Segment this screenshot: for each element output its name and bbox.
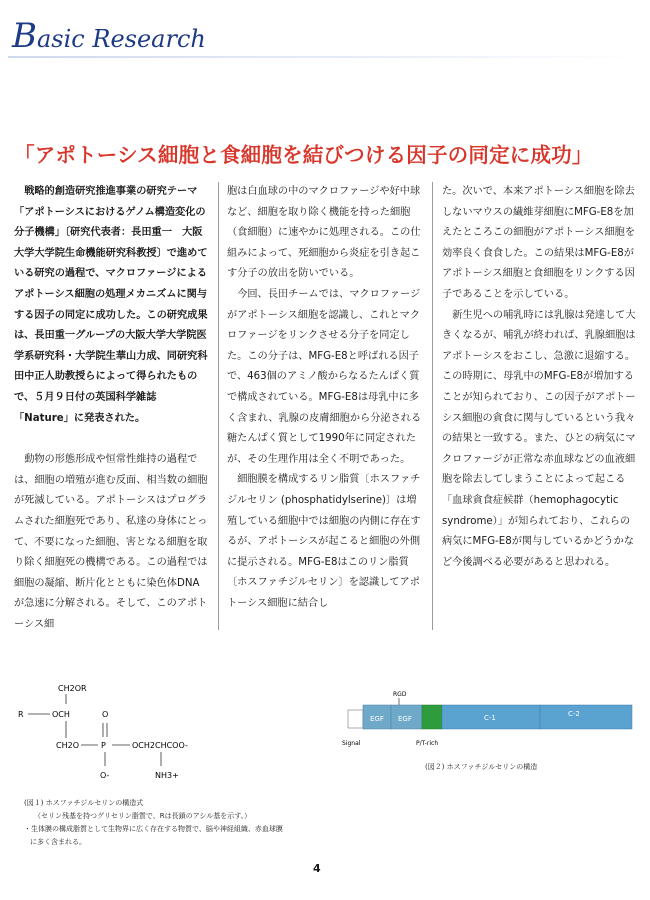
figure-1-structure [16,680,231,800]
o-minus-label: O- [100,771,110,780]
body-paragraph: 胞は白血球の中のマクロファージや好中球など、細胞を取り除く機能を持った細胞（食細胞）に速やかに処理される。この仕組みによって、死細胞から炎症を引き起こす分子の放出を防いでいる。 [227,186,421,280]
body-paragraph: 今回、長田チームでは、マクロファージがアポトーシス細胞を認識し、これとマクロファージをリンクさせる分子を同定した。この分子は、MFG-E8と呼ばれる因子で、463個のアミノ酸からなるたんぱく質で構成されている。MFG-E8は母乳中に多く含まれ、乳腺の皮膚細胞から分泌される糖たんぱく質として1990年に同定されたが、その生理作用は全く不明であった。 [227,288,422,465]
note-line: ・生体膜の構成脂質として生物界に広く存在する物質で、脳や神経組織、赤血球膜 [24,825,283,833]
body-paragraph: た。次いで、本来アポトーシス細胞を除去しないマウスの繊維芽細胞にMFG-E8を加えたところこの細胞がアポトーシス細胞を効率良く食食した。この結果はMFG-E8がアポトーシス細胞と食細胞をリンクする因子であることを示している。 [442,186,636,300]
page-header [0,0,650,80]
body-paragraph: 動物の形態形成や恒常性維持の過程では、細胞の増殖が進む反面、相当数の細胞が死滅している。アポトーシスはプログラムされた細胞死であり、私達の身体にとって、不要になった細胞、害となる細胞を取り除く細胞死の機構である。この過程では細胞の凝縮、断片化とともに染色体DNAが急速に分解される。そして、このアポトーシス細 [14,454,208,630]
column-2 [227,182,422,614]
article-title: 「アポトーシス細胞と食細胞を結びつける因子の同定に成功」 [14,143,593,167]
column-3 [442,182,638,573]
figure-1-notes [24,797,324,849]
figure-2-domain-diagram [340,688,640,748]
p-label: P [101,741,106,750]
column-divider [432,182,433,630]
nh3-label: NH3+ [155,771,179,780]
carbon-label: OCH [52,710,70,719]
top-group-label: CH2OR [58,684,87,693]
c2-label: C-2 [568,710,580,718]
body-paragraph: 新生児への哺乳時には乳腺は発達して大きくなるが、哺乳が終われば、乳腺細胞はアポトーシスをおこし、急激に退縮する。この時期に、母乳中のMFG-E8が増加することが知られており、この因子がアポトーシス細胞の貪食に関与しているという我々の結果と一致する。また、ひとの病気にマクロファージが正常な赤血球などの血液細胞を除去してしまうことによって起こる「血球貪食症候群（hemophagocytic syndrome）」が知られており、これらの病気にMFG-E8が関与しているかどうかなど今後調べる必要があると思われる。 [442,309,636,568]
rgd-label: RGD [393,691,407,698]
section-brand [12,16,206,56]
signal-domain [348,710,363,728]
c2-domain [540,705,632,729]
signal-label: Signal [342,740,361,747]
figure-1-caption: (図１) ホスファチジルセリンの構造式 [24,799,144,807]
brand-rest: asic Research [37,25,206,53]
column-divider [218,182,219,630]
column-1 [14,182,208,635]
header-rule [8,56,642,58]
r-label: R [18,710,24,719]
pt-rich-domain [422,705,442,729]
page-number: 4 [313,862,321,875]
egf-label-2: EGF [398,715,412,723]
c1-label: C-1 [484,714,496,722]
body-paragraph: 細胞膜を構成するリン脂質〔ホスファチジルセリン (phosphatidylserine)〕は増殖している細胞中では細胞の内側に存在するが、アポトーシスが起こると細胞の外側に提示される。MFG-E8はこのリン脂質〔ホスファチジルセリン〕を認識してアポトーシス細胞に結合し [227,474,421,609]
note-line: （セリン残基を持つグリセリン脂質で、Rは長鎖のアシル基を示す。） [34,812,252,820]
lead-paragraph: 戦略的創造研究推進事業の研究テーマ「アポトーシスにおけるゲノム構造変化の分子機構」〔研究代表者：長田重一 大阪大学大学院生命機能研究科教授〕で進めている研究の過程で、マクロファージによるアポトーシス細胞の処理メカニズムに関与する因子の同定に成功した。この研究成果は、長田重一グループの大阪大学大学院医学系研究科・大学院生華山力成、同研究科田中正人助教授らによって得られたもので、５月９日付の英国科学雑誌「Nature」に発表された。 [14,186,208,424]
o-double-label: O [102,710,109,719]
figure-2-caption: (図２) ホスファチジルセリンの構造 [425,763,538,771]
pt-rich-label: P/T-rich [416,740,439,747]
note-line: に多く含まれる。 [30,838,86,846]
brand-initial: B [12,16,37,56]
ch2o-label: CH2O [56,741,79,750]
egf-label-1: EGF [370,715,384,723]
side-chain-label: OCH2CHCOO- [132,741,188,750]
